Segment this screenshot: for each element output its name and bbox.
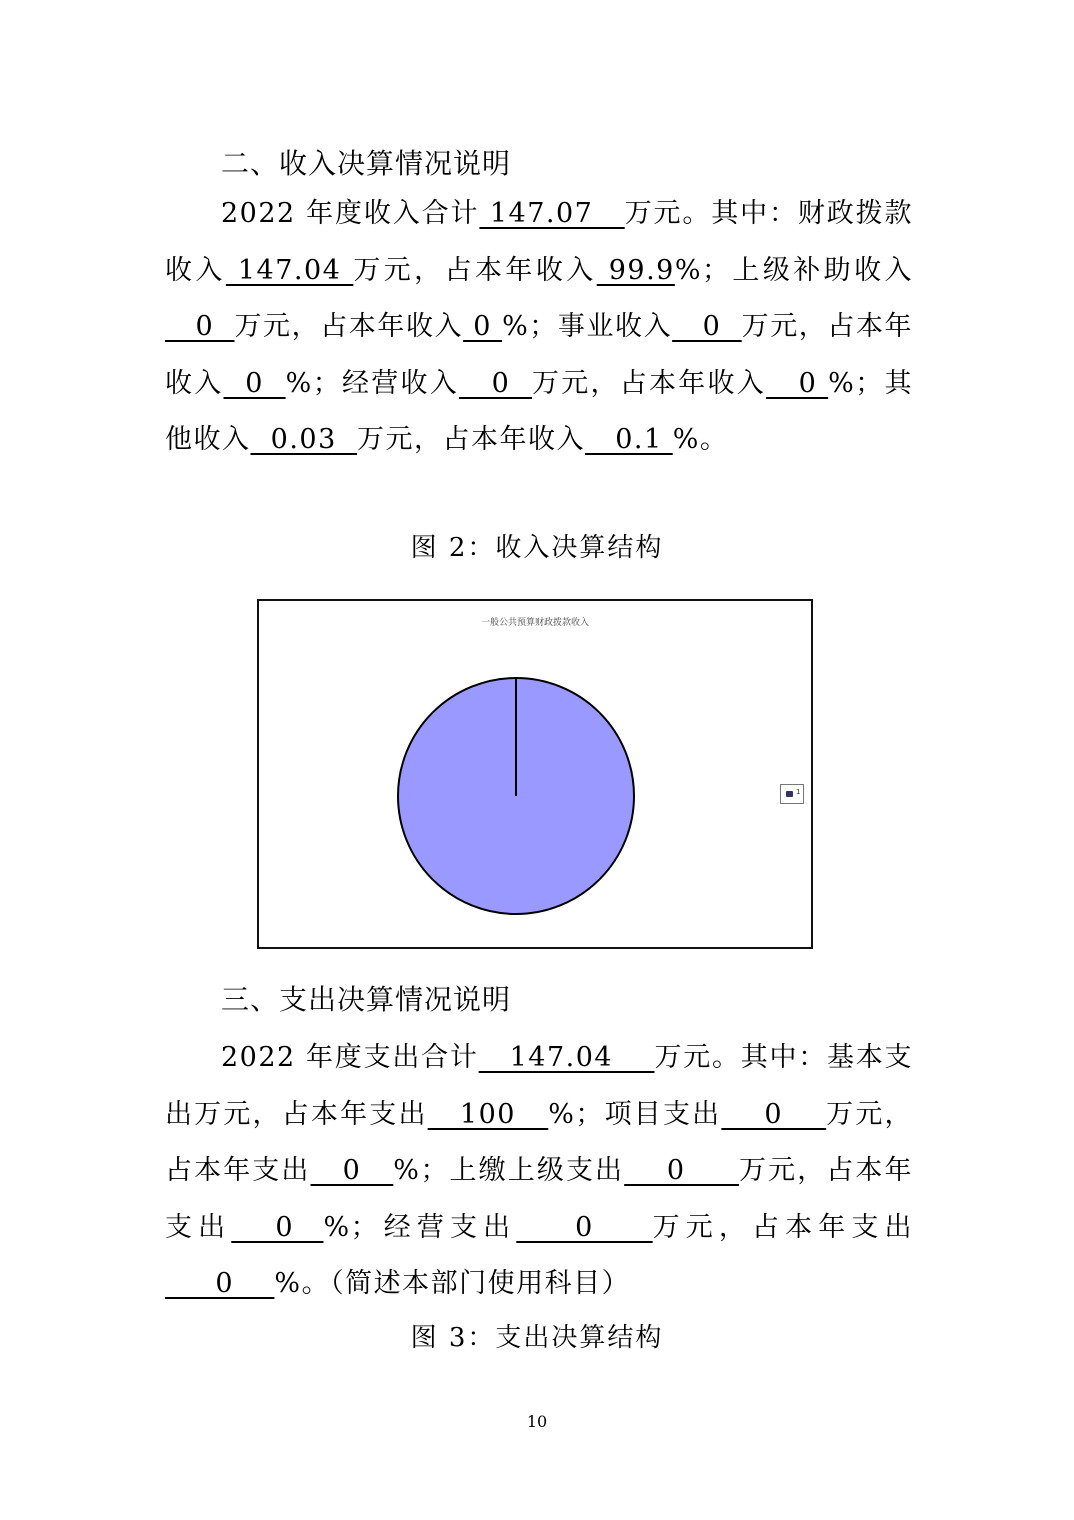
income-text: %。 — [672, 424, 729, 455]
project-expenditure-percent: 0 — [310, 1155, 394, 1186]
remit-superior-percent: 0 — [231, 1211, 324, 1243]
section-heading-income: 二、收入决算情况说明 — [221, 147, 512, 180]
other-income-value: 0.03 — [250, 424, 357, 455]
expenditure-text: %；上缴上级支出 — [393, 1155, 625, 1186]
income-text: %；上级补助收入 — [674, 254, 914, 286]
page-number: 10 — [526, 1412, 548, 1431]
expenditure-text: %。（简述本部门使用科目） — [274, 1268, 631, 1299]
total-expenditure-value: 147.04 — [478, 1042, 655, 1073]
income-text: %；事业收入 — [502, 311, 673, 342]
expenditure-text: 万元。其中：基本支出万元，占本年支出 — [165, 1042, 914, 1130]
income-text: 2022 年度收入合计 — [221, 198, 480, 229]
basic-expenditure-percent: 100 — [427, 1098, 549, 1130]
business-income-percent: 0 — [223, 367, 286, 399]
other-income-percent: 0.1 — [584, 424, 673, 455]
chart-title: 一般公共预算财政拨款收入 — [480, 618, 589, 628]
income-text: %；其他收入 — [165, 367, 914, 455]
income-text: 万元。其中：财政拨款收入 — [165, 198, 914, 286]
operating-income-percent: 0 — [766, 367, 829, 399]
expenditure-text: 万元，占本年支出 — [165, 1155, 914, 1243]
figure3-caption: 图 3：支出决算结构 — [410, 1323, 664, 1353]
chart-legend — [780, 784, 804, 804]
total-income-value: 147.07 — [479, 198, 625, 229]
income-paragraph — [165, 186, 913, 469]
income-text: 万元，占本年收入 — [234, 311, 464, 342]
expenditure-paragraph — [165, 1030, 913, 1313]
legend-swatch — [786, 791, 793, 797]
expenditure-text: %；项目支出 — [548, 1098, 722, 1130]
project-expenditure-value: 0 — [721, 1098, 827, 1130]
remit-superior-value: 0 — [624, 1155, 740, 1186]
business-income-value: 0 — [672, 311, 742, 342]
pie-chart-svg — [259, 601, 811, 947]
operating-expenditure-percent: 0 — [165, 1268, 275, 1299]
expenditure-text: 万元，占本年支出 — [652, 1211, 914, 1243]
income-text: 万元，占本年收入 — [531, 367, 767, 399]
legend-label: 1 — [796, 788, 801, 796]
operating-income-value: 0 — [459, 367, 532, 399]
superior-subsidy-percent: 0 — [463, 311, 503, 342]
fiscal-allocation-percent: 99.9 — [596, 254, 675, 286]
income-pie-chart — [257, 599, 813, 949]
income-text: 万元，占本年收入 — [165, 311, 914, 399]
income-text: 万元，占本年收入 — [353, 254, 597, 286]
expenditure-text: 2022 年度支出合计 — [221, 1042, 479, 1073]
operating-expenditure-value: 0 — [516, 1211, 653, 1243]
expenditure-text: 万元，占本年支出 — [165, 1098, 914, 1186]
income-text: %；经营收入 — [285, 367, 460, 399]
income-text: 万元，占本年收入 — [356, 424, 585, 455]
expenditure-text: %；经营支出 — [323, 1211, 517, 1243]
figure2-caption: 图 2：收入决算结构 — [410, 533, 664, 563]
fiscal-allocation-value: 147.04 — [225, 254, 354, 286]
superior-subsidy-value: 0 — [165, 311, 235, 342]
section-heading-expenditure: 三、支出决算情况说明 — [221, 983, 512, 1016]
